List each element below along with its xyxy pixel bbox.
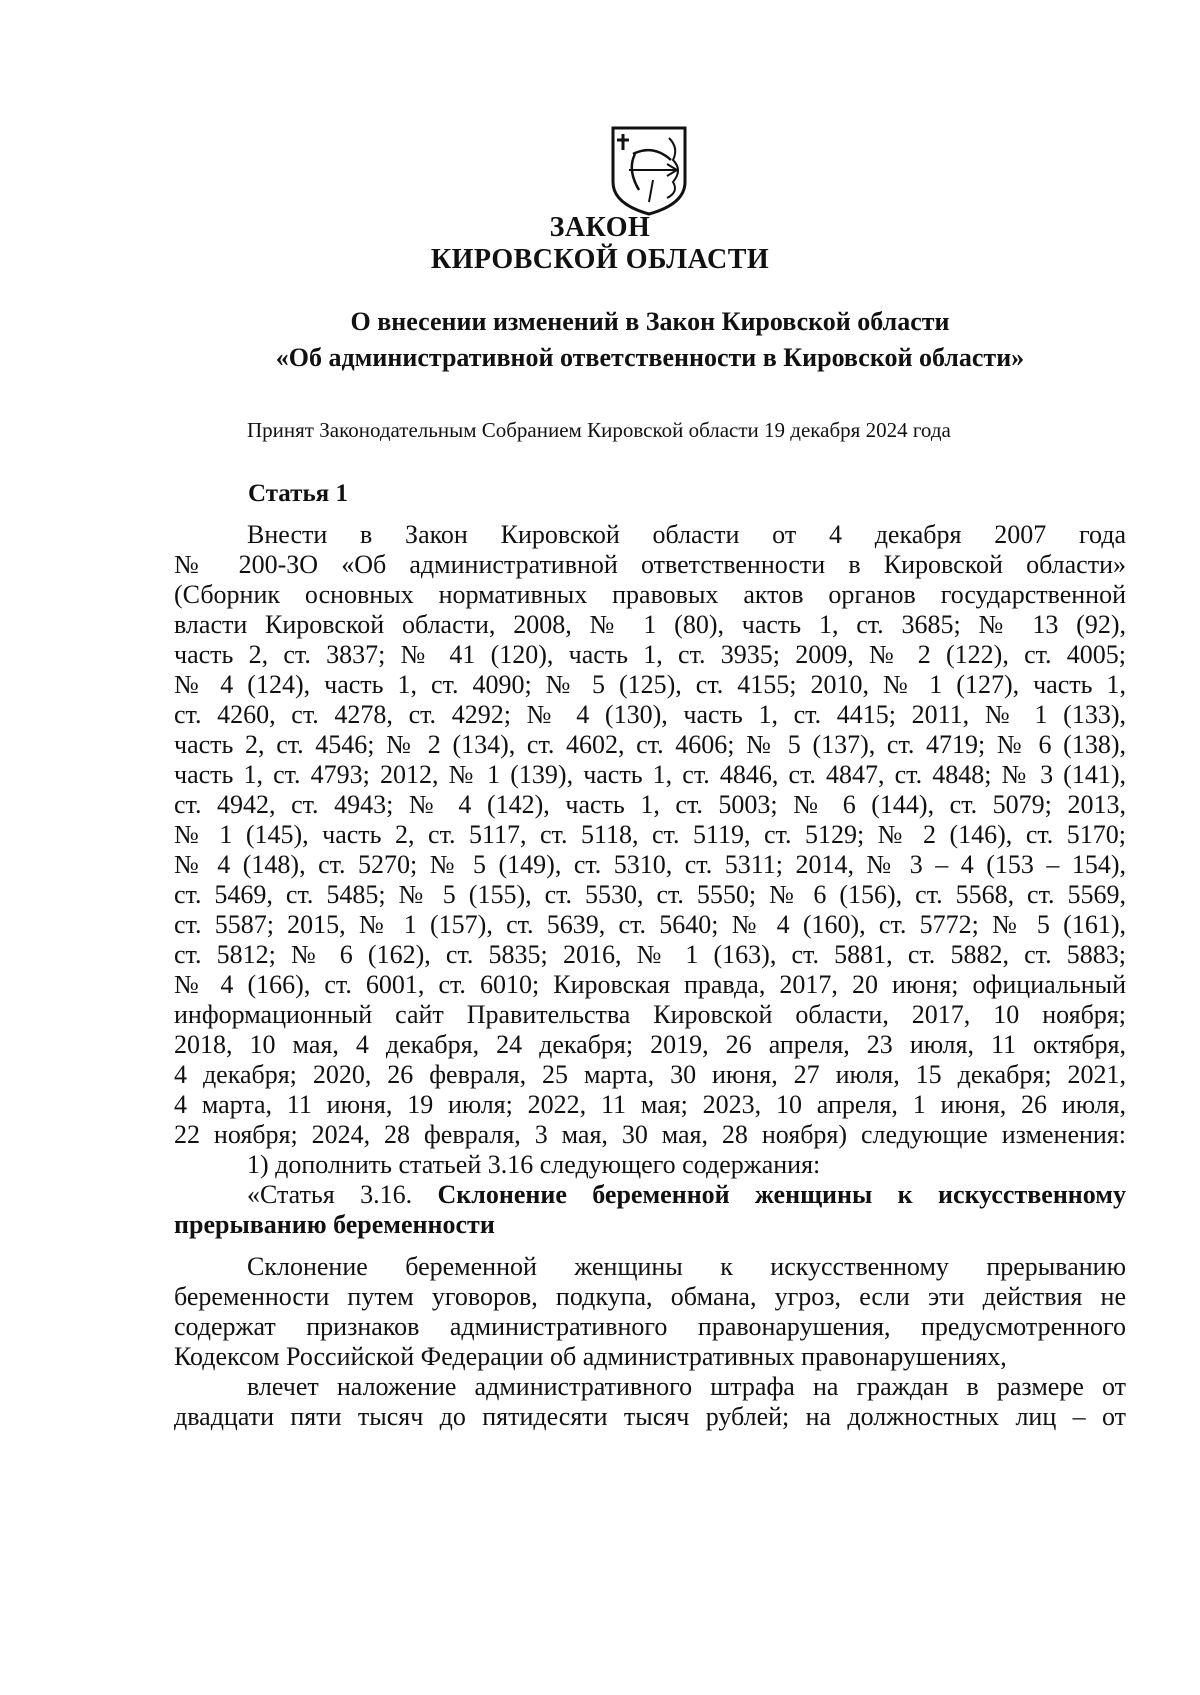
new-article-text [174, 1252, 1126, 1432]
text-line: ст. 5587; 2015, № 1 (157), ст. 5639, ст. 5640; № 4 (160), ст. 5772; № 5 (161), [174, 910, 1126, 939]
text-line: содержат признаков административного правонарушения, предусмотренного [174, 1312, 1126, 1341]
text-line: (Сборник основных нормативных правовых актов органов государственной [174, 580, 1126, 609]
text-line: 4 марта, 11 июня, 19 июля; 2022, 11 мая; 2023, 10 апреля, 1 июня, 26 июля, [174, 1090, 1126, 1119]
new-article-title-part1: Склонение беременной женщины к искусственному [437, 1180, 1126, 1209]
text-line: двадцати пяти тысяч до пятидесяти тысяч рублей; на должностных лиц – от [174, 1402, 1126, 1431]
text-line: влечет наложение административного штрафа на граждан в размере от [247, 1372, 1126, 1401]
text-line: № 4 (166), ст. 6001, ст. 6010; Кировская правда, 2017, 20 июня; официальный [174, 970, 1126, 999]
article-heading: Статья 1 [248, 480, 348, 507]
text-line: 2018, 10 мая, 4 декабря, 24 декабря; 2019, 26 апреля, 23 июля, 11 октября, [174, 1030, 1126, 1059]
new-article-title-line2: прерыванию беременности [174, 1210, 495, 1239]
text-line: Внести в Закон Кировской области от 4 декабря 2007 года [247, 520, 1126, 549]
law-subject-line1: О внесении изменений в Закон Кировской области [350, 307, 950, 336]
text-line: ст. 5469, ст. 5485; № 5 (155), ст. 5530, ст. 5550; № 6 (156), ст. 5568, ст. 5569, [174, 880, 1126, 909]
new-article-title-line1 [174, 1180, 1126, 1210]
article-intro-paragraph [174, 520, 1126, 1240]
law-subject-line2: «Об административной ответственности в Кировской области» [275, 343, 1025, 372]
adoption-note: Принят Законодательным Собранием Кировской области 19 декабря 2024 года [247, 418, 951, 442]
new-article-number: «Статья 3.16. [247, 1180, 413, 1209]
text-line: № 200-ЗО «Об административной ответственности в Кировской области» [174, 550, 1126, 579]
text-line: часть 2, ст. 4546; № 2 (134), ст. 4602, ст. 4606; № 5 (137), ст. 4719; № 6 (138), [174, 730, 1126, 759]
text-line: Кодексом Российской Федерации об административных правонарушениях, [174, 1342, 1007, 1371]
text-line: № 4 (148), ст. 5270; № 5 (149), ст. 5310, ст. 5311; 2014, № 3 – 4 (153 – 154), [174, 850, 1126, 879]
text-line: № 1 (145), часть 2, ст. 5117, ст. 5118, ст. 5119, ст. 5129; № 2 (146), ст. 5170; [174, 820, 1126, 849]
text-line: Склонение беременной женщины к искусственному прерыванию [247, 1252, 1126, 1281]
text-line: ст. 4942, ст. 4943; № 4 (142), часть 1, ст. 5003; № 6 (144), ст. 5079; 2013, [174, 790, 1126, 819]
text-line: информационный сайт Правительства Кировской области, 2017, 10 ноября; [174, 1000, 1126, 1029]
amendment-item-1: 1) дополнить статьей 3.16 следующего содержания: [247, 1150, 821, 1179]
text-line: 22 ноября; 2024, 28 февраля, 3 мая, 30 мая, 28 ноября) следующие изменения: [174, 1120, 1126, 1149]
text-line: власти Кировской области, 2008, № 1 (80), часть 1, ст. 3685; № 13 (92), [174, 610, 1126, 639]
text-line: ст. 5812; № 6 (162), ст. 5835; 2016, № 1 (163), ст. 5881, ст. 5882, ст. 5883; [174, 940, 1126, 969]
text-line: 4 декабря; 2020, 26 февраля, 25 марта, 30 июня, 27 июля, 15 декабря; 2021, [174, 1060, 1126, 1089]
text-line: часть 2, ст. 3837; № 41 (120), часть 1, ст. 3935; 2009, № 2 (122), ст. 4005; [174, 640, 1126, 669]
issuing-region-title: КИРОВСКОЙ ОБЛАСТИ [430, 244, 770, 275]
text-line: беременности путем уговоров, подкупа, обмана, угроз, если эти действия не [174, 1282, 1126, 1311]
text-line: часть 1, ст. 4793; 2012, № 1 (139), часть 1, ст. 4846, ст. 4847, ст. 4848; № 3 (141), [174, 760, 1126, 789]
document-type-title: ЗАКОН [549, 212, 651, 243]
text-line: ст. 4260, ст. 4278, ст. 4292; № 4 (130), часть 1, ст. 4415; 2011, № 1 (133), [174, 700, 1126, 729]
coat-of-arms-icon [609, 124, 689, 216]
text-line: № 4 (124), часть 1, ст. 4090; № 5 (125), ст. 4155; 2010, № 1 (127), часть 1, [174, 670, 1126, 699]
